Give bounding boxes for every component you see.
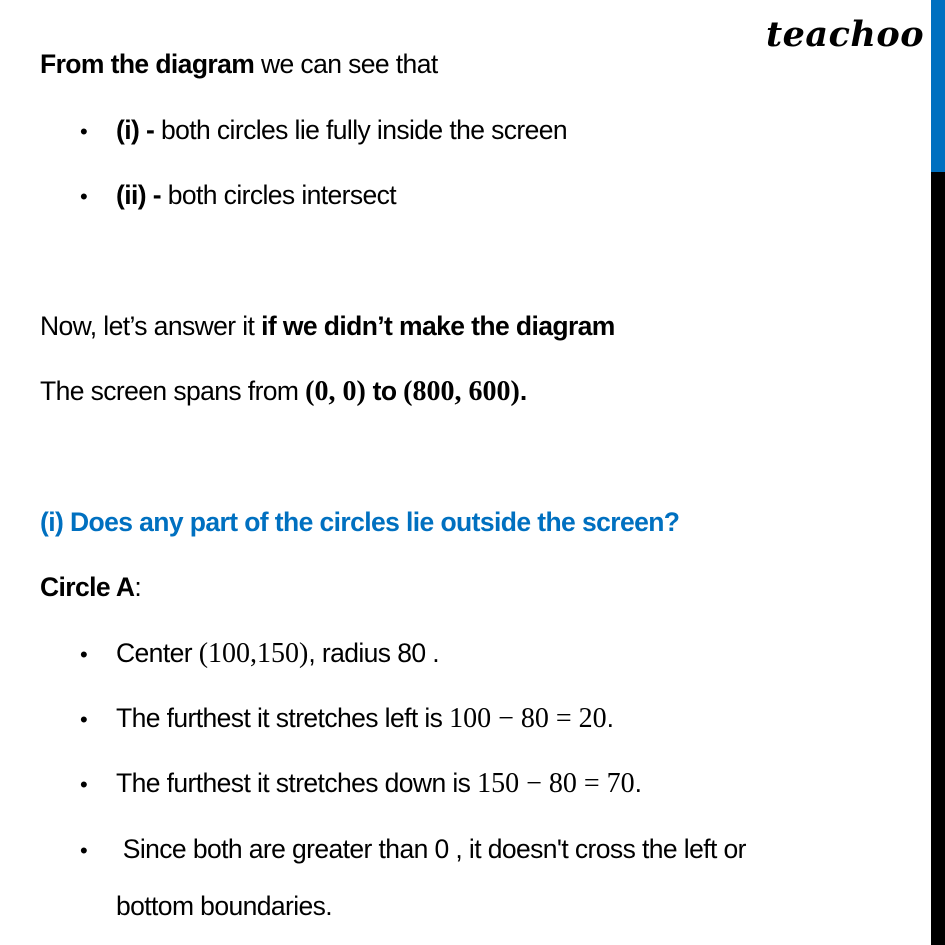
circle-a-title: Circle A [40,572,135,602]
circle-a-bullet-3 [80,767,641,801]
intro-bullet-2 [80,179,396,213]
bullet-label: (ii) - [116,180,161,210]
accent-bar-blue [931,0,945,172]
circle-a-heading [40,571,141,603]
bullet-after: , radius 80 . [308,638,440,668]
bullet-icon: • [80,642,88,667]
circle-a-bullet-2 [80,702,613,736]
without-diagram-bold: if we didn’t make the diagram [261,311,615,341]
bullet-text: both circles intersect [160,180,397,210]
conclusion-text: Since both are greater than 0 , it doesn't cross the left or [116,834,746,864]
screen-to-word: to [365,376,404,406]
screen-to: (800, 600) [403,376,520,407]
bullet-math: 100 − 80 = 20 [449,703,607,734]
screen-from: (0, 0) [305,376,366,407]
without-diagram-line [40,310,615,342]
bullet-icon: • [80,772,88,797]
screen-span-line [40,375,527,408]
bullet-after: . [634,768,642,798]
accent-bar-black [931,172,945,945]
screen-prefix: The screen spans from [40,376,306,406]
bullet-text: The furthest it stretches left is [116,703,450,733]
bullet-math: (100,150) [198,638,309,669]
intro-line [40,48,438,80]
bullet-after: . [606,703,614,733]
bullet-icon: • [80,119,88,144]
bullet-text: Center [116,638,199,668]
circle-a-bullet-1 [80,637,439,671]
teachoo-logo: teachoo [766,14,925,55]
question-i-heading: (i) Does any part of the circles lie outside the screen? [40,507,680,537]
bullet-icon: • [80,184,88,209]
screen-suffix: . [519,376,527,406]
bullet-text: The furthest it stretches down is [116,768,478,798]
intro-rest: we can see that [254,49,438,79]
circle-a-conclusion-line-1 [80,833,746,867]
intro-bullet-1 [80,114,567,148]
bullet-icon: • [80,838,88,863]
bullet-label: (i) - [116,115,155,145]
bullet-icon: • [80,707,88,732]
bullet-math: 150 − 80 = 70 [477,768,635,799]
intro-bold: From the diagram [40,49,255,79]
without-diagram-prefix: Now, let’s answer it [40,311,262,341]
circle-a-conclusion-line-2: bottom boundaries. [116,891,333,921]
bullet-text: both circles lie fully inside the screen [154,115,568,145]
circle-a-colon: : [134,572,142,602]
